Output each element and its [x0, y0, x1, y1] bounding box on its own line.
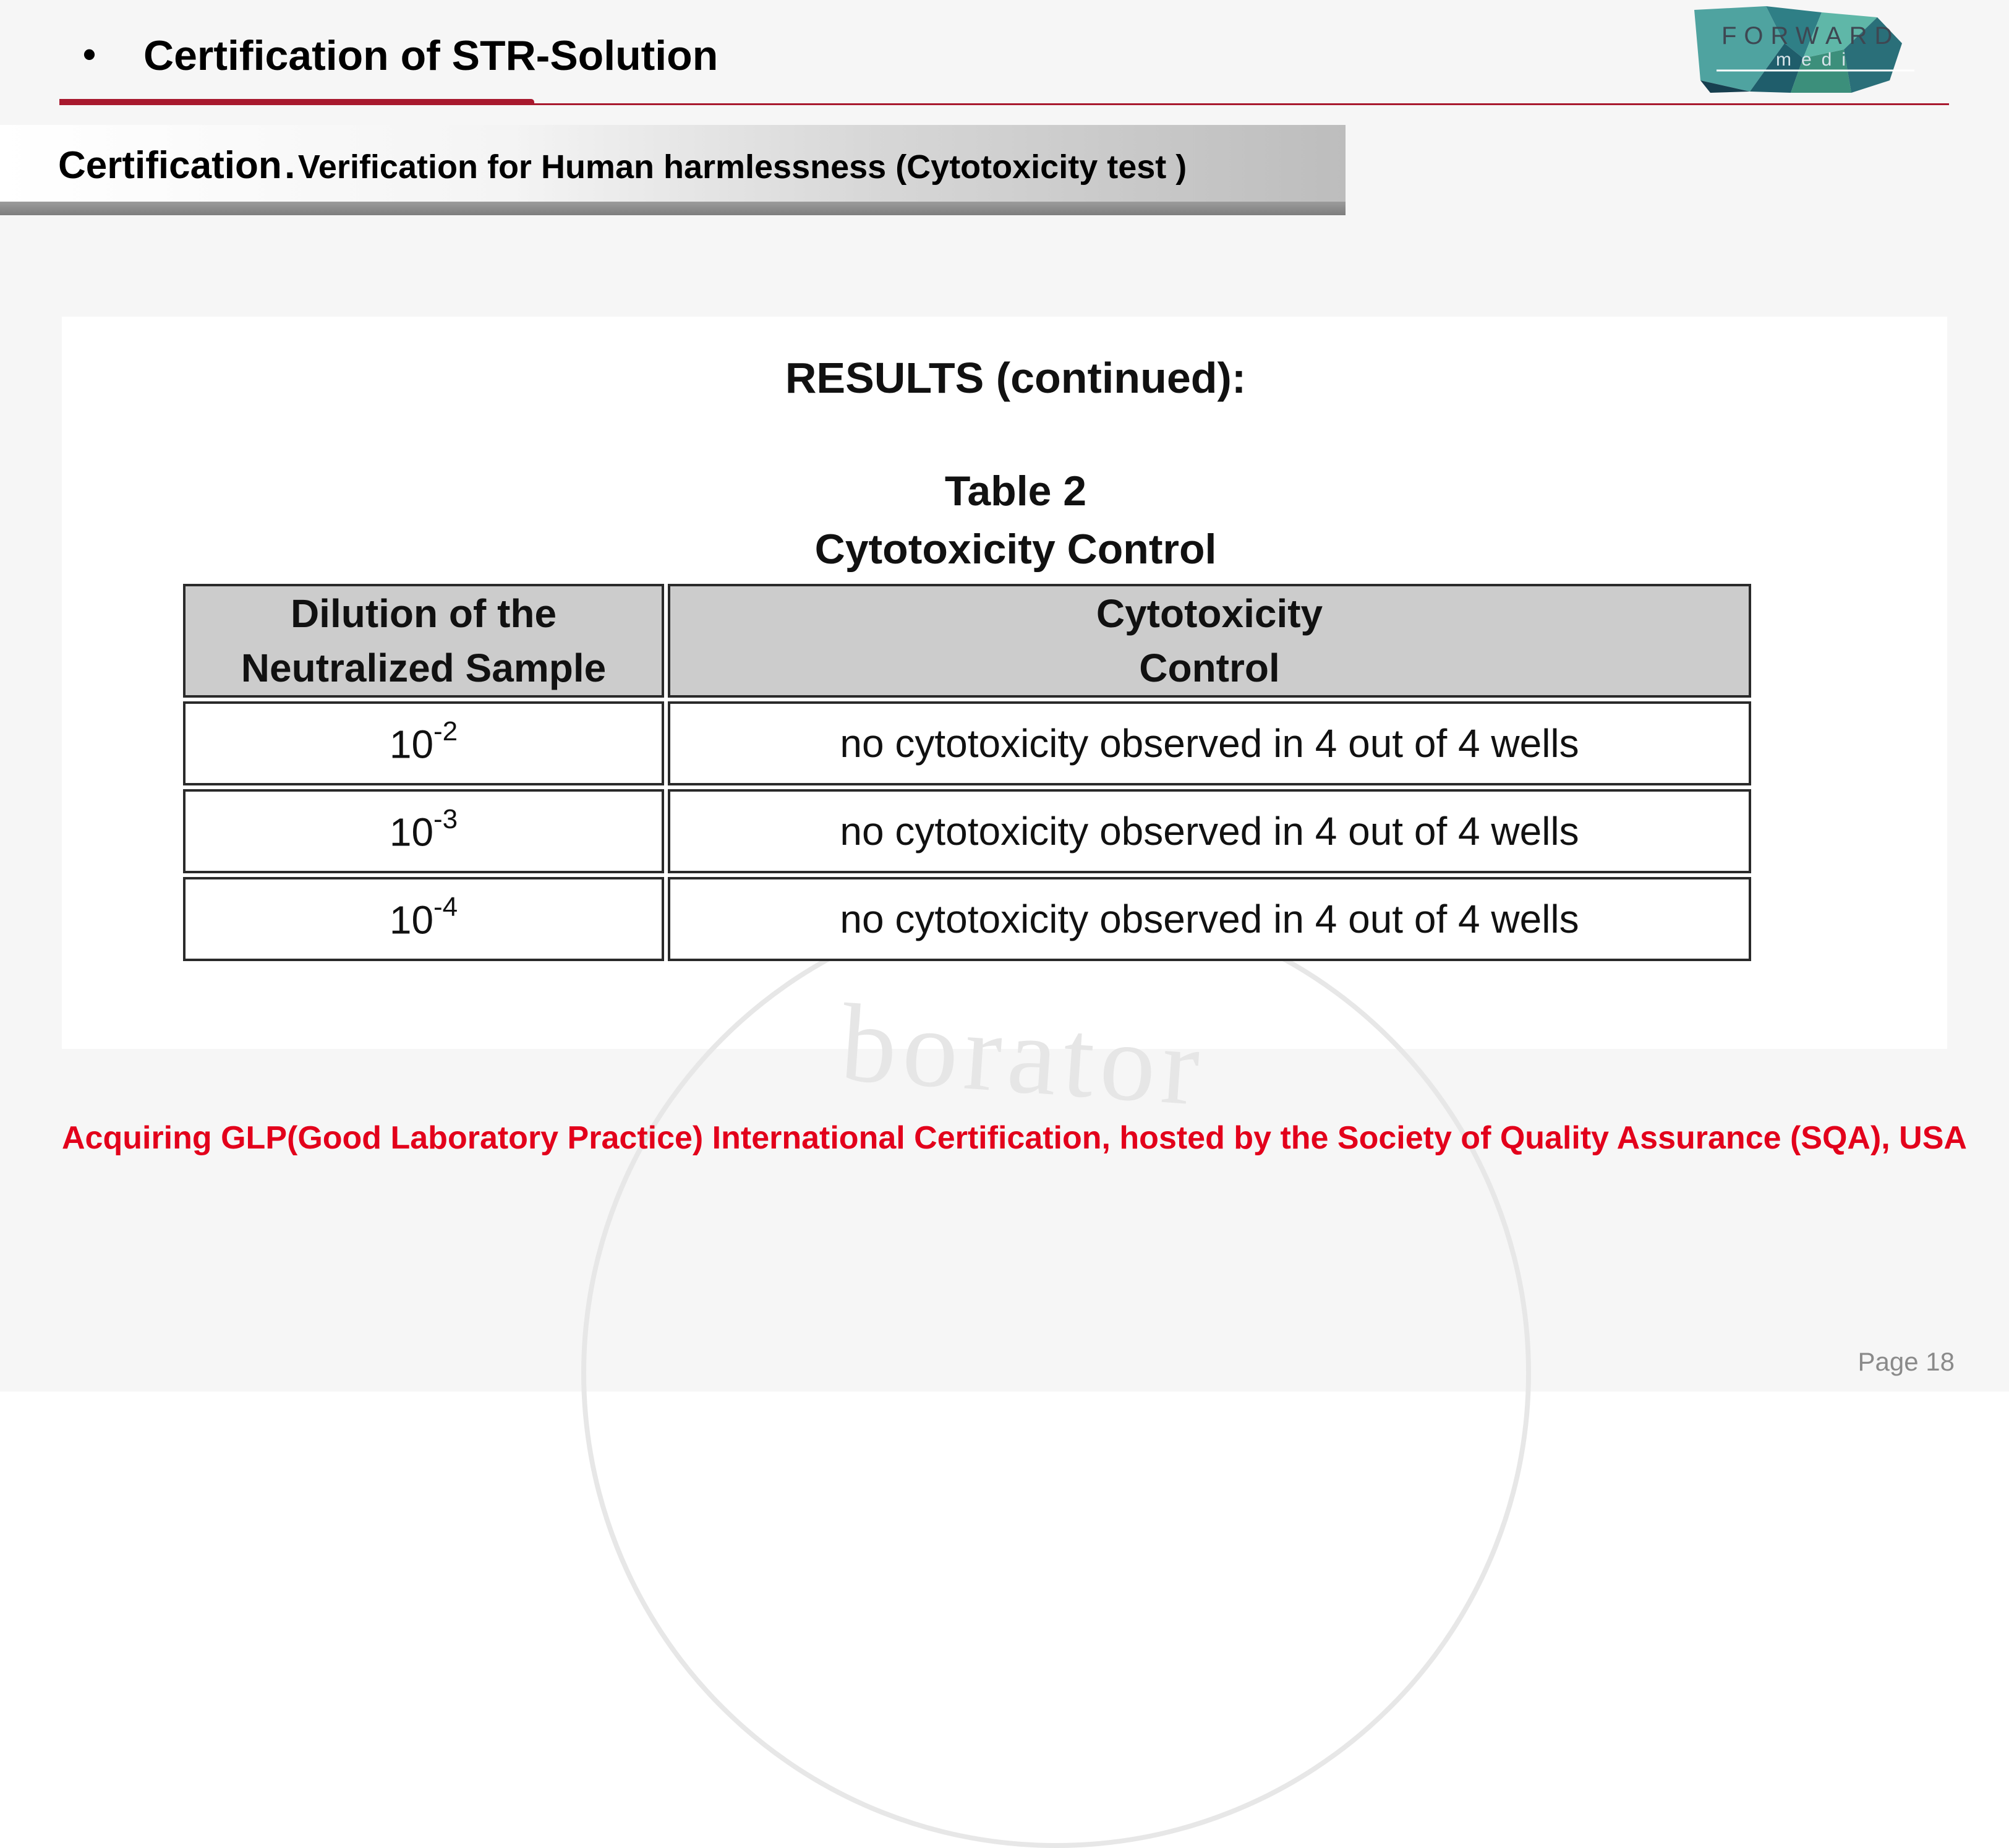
cytotoxicity-table — [179, 580, 1755, 965]
dilution-exponent: -2 — [433, 716, 458, 746]
table-header-row — [183, 584, 1751, 698]
control-header-line1: Cytotoxicity — [1096, 591, 1323, 636]
logo-subword: medi — [1776, 49, 1856, 70]
dilution-header-line1: Dilution of the — [290, 591, 557, 636]
dilution-cell — [183, 701, 664, 785]
dilution-header-line2: Neutralized Sample — [241, 646, 607, 690]
control-result-cell: no cytotoxicity observed in 4 out of 4 wells — [668, 701, 1751, 785]
title-divider-accent — [59, 99, 534, 105]
dilution-cell — [183, 877, 664, 961]
logo-wordmark: FORWARD — [1721, 22, 1900, 49]
table-label: Table 2 — [944, 468, 1087, 515]
table-row — [183, 789, 1751, 873]
certificate-scan — [62, 317, 1947, 1129]
section-banner-shadow — [0, 202, 1346, 215]
dilution-base: 10 — [389, 722, 434, 767]
stamp-text: borator — [837, 980, 1210, 1129]
table-caption: Cytotoxicity Control — [814, 526, 1217, 573]
control-result-cell: no cytotoxicity observed in 4 out of 4 wells — [668, 877, 1751, 961]
certification-note: Acquiring GLP(Good Laboratory Practice) International Certification, hosted by the Society of Quality Assurance (SQA), USA — [62, 1120, 1967, 1156]
page-number: Page 18 — [1858, 1347, 1955, 1376]
control-column-header — [668, 584, 1751, 698]
results-heading: RESULTS (continued): — [785, 354, 1247, 402]
dilution-exponent: -4 — [433, 891, 458, 922]
control-header-line2: Control — [1139, 646, 1280, 690]
dilution-base: 10 — [389, 810, 434, 855]
banner-heading: Certification — [58, 144, 282, 187]
table-row — [183, 701, 1751, 785]
banner-subtitle: Verification for Human harmlessness (Cytotoxicity test ) — [297, 148, 1187, 186]
dilution-base: 10 — [389, 897, 434, 943]
dilution-exponent: -3 — [433, 803, 458, 834]
title-bullet: • — [83, 33, 96, 75]
page-title: Certification of STR-Solution — [143, 32, 719, 79]
table-row — [183, 877, 1751, 961]
company-logo — [1692, 6, 1922, 93]
dilution-cell — [183, 789, 664, 873]
dilution-column-header — [183, 584, 664, 698]
section-banner-text — [58, 140, 1187, 202]
banner-separator: . — [284, 144, 296, 187]
control-result-cell: no cytotoxicity observed in 4 out of 4 wells — [668, 789, 1751, 873]
